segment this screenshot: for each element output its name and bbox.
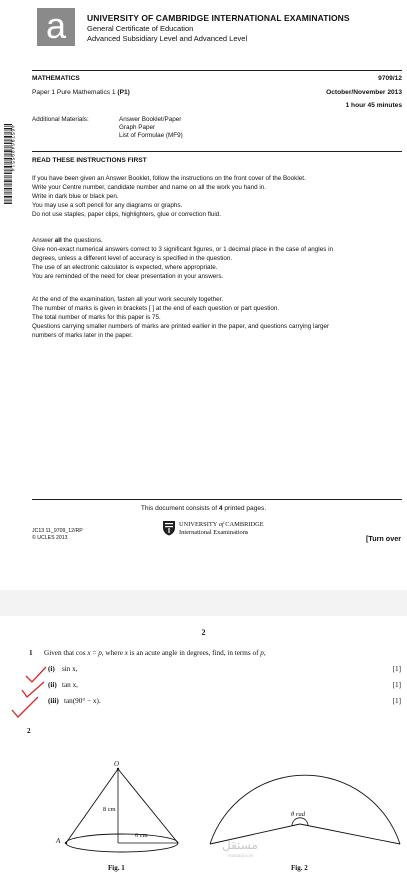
part-label: (ii) <box>48 681 57 689</box>
instruction-line: If you have been given an Answer Booklet, follow the instructions on the front cover of the Booklet. <box>32 175 306 182</box>
sector-diagram <box>200 726 407 856</box>
part-marks: [1] <box>392 665 401 673</box>
instructions-heading: READ THESE INSTRUCTIONS FIRST <box>32 157 147 164</box>
barcode-number: 4657964805514 <box>9 125 15 172</box>
materials-item: Answer Booklet/Paper <box>119 116 182 123</box>
page-gap <box>0 590 407 616</box>
base-point-label: A <box>56 837 61 845</box>
exam-page-2 <box>0 616 407 882</box>
instruction-line: You are reminded of the need for clear presentation in your answers. <box>32 273 224 280</box>
university-name: UNIVERSITY OF CAMBRIDGE INTERNATIONAL EXAMINATIONS <box>87 13 350 23</box>
question-1-stem: Given that cos x = p, where x is an acute angle in degrees, find, in terms of p, <box>44 649 266 657</box>
subject: MATHEMATICS <box>32 75 80 82</box>
cambridge-crest-icon <box>162 520 176 536</box>
paper-title: Paper 1 Pure Mathematics 1 (P1) <box>32 89 130 96</box>
logo-letter: a <box>45 5 67 46</box>
instruction-line: The total number of marks for this paper is 75. <box>32 314 161 321</box>
part-text: sin x, <box>62 665 78 673</box>
instruction-line: Give non-exact numerical answers correct to 3 significant figures, or 1 decimal place in the case of angles in <box>32 246 333 253</box>
page-number: 2 <box>201 628 206 637</box>
figure-2-caption: Fig. 2 <box>291 864 308 872</box>
part-marks: [1] <box>392 697 401 705</box>
angle-label: θ rad <box>291 811 306 818</box>
header-rule <box>32 70 402 71</box>
question-number: 1 <box>29 649 33 657</box>
instruction-line: Do not use staples, paper clips, highlighters, glue or correction fluid. <box>32 211 222 218</box>
figure-1-caption: Fig. 1 <box>108 864 125 872</box>
instruction-line: The use of an electronic calculator is expected, where appropriate. <box>32 264 218 271</box>
instruction-line: You may use a soft pencil for any diagrams or graphs. <box>32 202 183 209</box>
cambridge-wordmark: UNIVERSITY of CAMBRIDGE International Examinations <box>179 521 264 536</box>
duration: 1 hour 45 minutes <box>345 102 402 109</box>
instruction-line: Write your Centre number, candidate number and name on all the work you hand in. <box>32 184 267 191</box>
watermark-sub: mostaql.com <box>228 853 254 858</box>
cone-diagram <box>50 761 190 861</box>
instruction-line: degrees, unless a different level of accuracy is specified in the question. <box>32 255 233 262</box>
turn-over: [Turn over <box>365 534 401 543</box>
instruction-line: Write in dark blue or black pen. <box>32 193 119 200</box>
instruction-line: The number of marks is given in brackets [ ] at the end of each question or part question. <box>32 305 280 312</box>
instructions-rule <box>32 151 402 152</box>
instruction-line: Questions carrying smaller numbers of marks are printed earlier in the paper, and questions carrying larger <box>32 323 330 330</box>
instruction-answer-all: Answer all the questions. <box>32 237 103 244</box>
materials-item: Graph Paper <box>119 124 156 131</box>
part-label: (i) <box>48 665 55 673</box>
session: October/November 2013 <box>326 89 402 96</box>
page-count: This document consists of 4 printed pages. <box>140 505 267 512</box>
instruction-line: At the end of the examination, fasten all your work securely together. <box>32 296 224 303</box>
instruction-line: numbers of marks later in the paper. <box>32 332 133 339</box>
slant-label: 8 cm <box>103 806 116 813</box>
question-number: 2 <box>27 727 31 735</box>
part-text: tan x, <box>62 681 78 689</box>
part-text: tan(90° − x). <box>64 697 101 705</box>
paper-code: 9709/12 <box>378 75 402 82</box>
certificate-name: General Certificate of Education <box>87 24 194 33</box>
footer-rule <box>32 499 402 500</box>
apex-label: O <box>114 760 120 768</box>
check-mark-icon <box>10 696 40 718</box>
materials-item: List of Formulae (MF9) <box>119 132 183 139</box>
level-name: Advanced Subsidiary Level and Advanced Level <box>87 34 248 43</box>
watermark: مستقل <box>222 838 258 852</box>
document-ref: JC13 11_9709_12/RP © UCLES 2013 <box>32 528 83 541</box>
part-label: (iii) <box>48 697 59 705</box>
part-marks: [1] <box>392 681 401 689</box>
materials-label: Additional Materials: <box>32 116 89 123</box>
radius-label: 6 cm <box>135 832 148 839</box>
cambridge-logo <box>37 5 75 46</box>
